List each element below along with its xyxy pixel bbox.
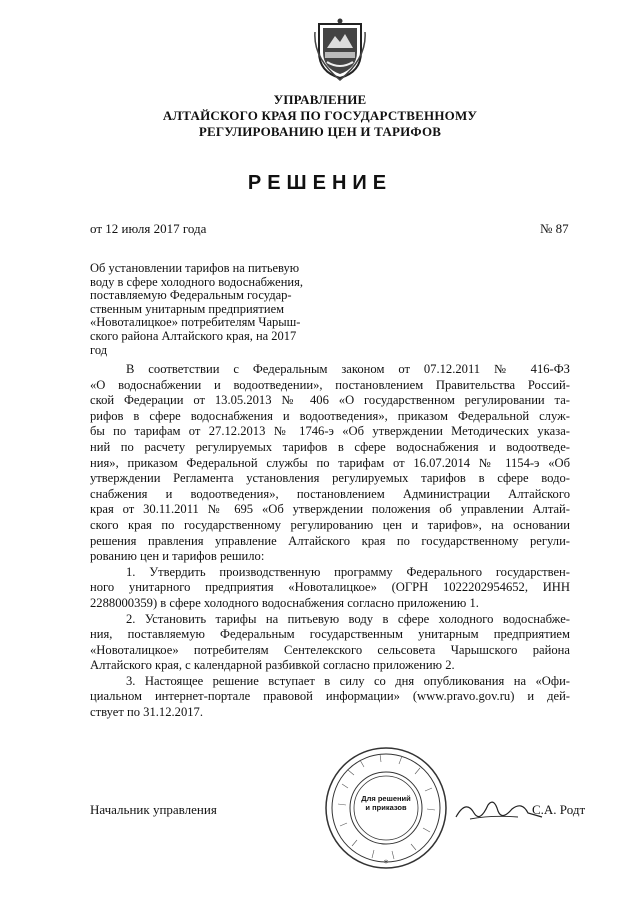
subject-line: ственным унитарным предприятием [90, 301, 285, 316]
body-line: ний по расчету регулируемых тарифов в сфере водоснабжения и водоотведе- [90, 439, 570, 454]
body-line: бы по тарифам от 27.12.2013 № 1746-э «Об утверждении Методических указа- [90, 424, 570, 439]
signer-title: Начальник управления [90, 802, 217, 817]
body-line: ствует по 31.12.2017. [90, 705, 203, 720]
seal-label: Для решений и приказов [361, 794, 411, 812]
body-line: края от 30.11.2011 № 695 «Об утверждении положения об управлении Алтай- [90, 502, 570, 517]
body-line: ского края по государственному регулированию цен и тарифов», на основании [90, 517, 570, 532]
organization-name [0, 92, 640, 140]
subject-line: год [90, 342, 108, 357]
body-line: циальном интернет-портале правовой информации» (www.pravo.gov.ru) и дей- [90, 689, 570, 704]
body-line: 2. Установить тарифы на питьевую воду в сфере холодного водоснабже- [126, 611, 570, 626]
body-line: 2288000359) в сфере холодного водоснабжения согласно приложению 1. [90, 595, 479, 610]
body-line: «Новоталицкое» потребителям Сентелекского сельсовета Чарышского района [90, 642, 570, 657]
body-line: рифов в сфере водоснабжения и водоотведения», приказом Федеральной служ- [90, 408, 570, 423]
document-type-title: РЕШЕНИЕ [247, 172, 393, 194]
body-line: 3. Настоящее решение вступает в силу со дня опубликования на «Офи- [126, 673, 570, 688]
document-number: № 87 [540, 221, 569, 236]
body-line: решения правления управление Алтайского края по государственному регули- [90, 533, 570, 548]
body-line: ской Федерации от 13.05.2013 № 406 «О государственном регулировании та- [90, 393, 570, 408]
body-line: ния, поставляемую Федеральным государственным унитарным предприятием [90, 627, 570, 642]
coat-of-arms-emblem [313, 18, 367, 82]
body-line: 1. Утвердить производственную программу Федерального государствен- [126, 564, 570, 579]
subject-line: поставляемую Федеральным государ- [90, 288, 292, 303]
subject-line: «Новоталицкое» потребителям Чарыш- [90, 315, 301, 330]
org-line-1: УПРАВЛЕНИЕ [273, 92, 367, 107]
body-line: рованию цен и тарифов решило: [90, 549, 265, 564]
body-line: Алтайского края, с календарной разбивкой согласно приложению 2. [90, 658, 455, 673]
body-line: ния», приказом Федеральной службы по тарифам от 16.07.2014 № 1154-э «Об [90, 455, 570, 470]
subject-line: воду в сфере холодного водоснабжения, [90, 274, 303, 289]
subject-line: Об установлении тарифов на питьевую [90, 261, 300, 275]
org-line-3: РЕГУЛИРОВАНИЮ ЦЕН И ТАРИФОВ [198, 124, 442, 139]
body-line: ного унитарного предприятия «Новоталицкое» (ОГРН 1022202954652, ИНН [90, 580, 570, 595]
handwritten-signature [452, 795, 544, 825]
body-line: снабжения и водоотведения», постановлением Администрации Алтайского [90, 486, 570, 501]
signer-name: С.А. Родт [532, 802, 586, 817]
body-line: В соответствии с Федеральным законом от 07.12.2011 № 416-ФЗ [126, 362, 570, 376]
body-line: «О водоснабжении и водоотведении», постановлением Правительства Россий- [90, 377, 570, 392]
subject-line: ского района Алтайского края, на 2017 [90, 328, 297, 343]
document-date: от 12 июля 2017 года [90, 221, 207, 236]
org-line-2: АЛТАЙСКОГО КРАЯ ПО ГОСУДАРСТВЕННОМУ [162, 108, 478, 123]
svg-text:*: * [383, 859, 389, 869]
body-line: утверждении Регламента установления регулируемых тарифов в сфере водо- [90, 471, 570, 486]
document-body [90, 362, 570, 721]
document-subject [90, 262, 348, 357]
